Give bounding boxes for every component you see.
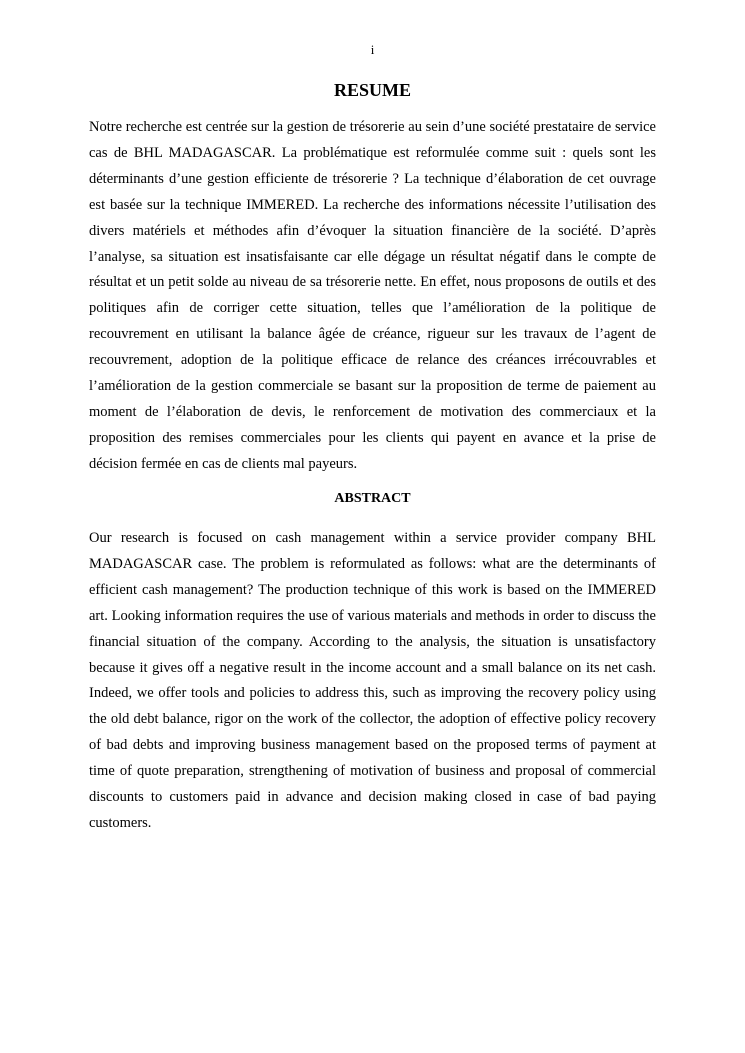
page-number: i	[370, 42, 375, 57]
resume-paragraph: Notre recherche est centrée sur la gestion de trésorerie au sein d’une société prestataire de service cas de BHL MADAGASCAR. La problématique est reformulée comme suit : quels sont les déterminants d’une gestion efficiente de trésorerie ? La technique d’élaboration de cet ouvrage est basée sur la technique IMMERED. La recherche des informations nécessite l’utilisation des divers matériels et méthodes afin d’évoquer la situation financière de la société. D’après l’analyse, sa situation est insatisfaisante car elle dégage un résultat négatif dans le compte de résultat et un petit solde au niveau de sa trésorerie nette. En effet, nous proposons de outils et des politiques afin de corriger cette situation, telles que l’amélioration de la politique de recouvrement en utilisant la balance âgée de créance, rigueur sur les travaux de l’agent de recouvrement, adoption de la politique efficace de relance des créances irrécouvrables et l’amélioration de la gestion commerciale se basant sur la proposition de terme de paiement au moment de l’élaboration de devis, le renforcement de motivation des commerciaux et la proposition des remises commerciales pour les clients qui payent en avance et la prise de décision fermée en cas de clients mal payeurs.	[89, 119, 656, 472]
resume-title: RESUME	[333, 80, 411, 100]
abstract-title: ABSTRACT	[334, 491, 411, 506]
abstract-paragraph: Our research is focused on cash management within a service provider company BHL MADAGASCAR case. The problem is reformulated as follows: what are the determinants of efficient cash management? The production technique of this work is based on the IMMERED art. Looking information requires the use of various materials and methods in order to discuss the financial situation of the company. According to the analysis, the situation is unsatisfactory because it gives off a negative result in the income account and a small balance on its net cash. Indeed, we offer tools and policies to address this, such as improving the recovery policy using the old debt balance, rigor on the work of the collector, the adoption of effective policy recovery of bad debts and improving business management based on the proposed terms of payment at time of quote preparation, strengthening of motivation of business and proposal of commercial discounts to customers paid in advance and decision making closed in case of bad paying customers.	[89, 530, 656, 831]
